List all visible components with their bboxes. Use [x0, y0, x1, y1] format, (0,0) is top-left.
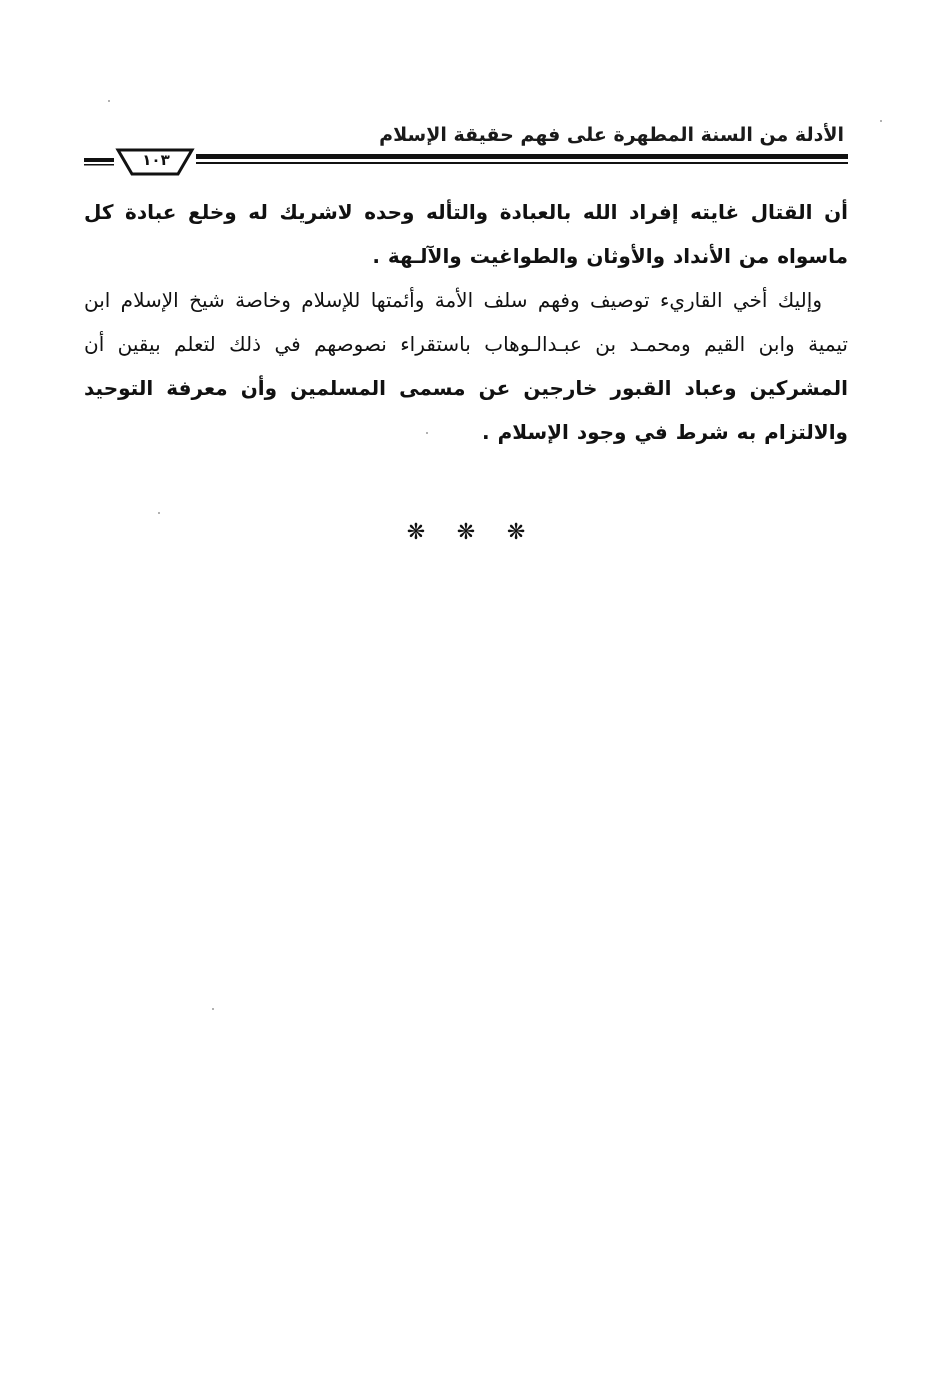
section-separator: ❋ ❋ ❋ [406, 520, 538, 545]
scan-speck [880, 120, 882, 122]
paragraph-2 [84, 278, 848, 454]
paragraph-2-regular: وإليك أخي القاريء توصيف وفهم سلف الأمة وأئمتها للإسلام وخاصة شيخ الإسلام ابن تيمية وابن القيم ومحمـد بن عبـدالـوهاب باستقراء نصوصهم في ذلك لتعلم بيقين أن [84, 288, 848, 356]
scan-speck [158, 512, 160, 514]
scan-speck [426, 432, 428, 434]
paragraph-2-bold: المشركين وعباد القبور خارجين عن مسمى المسلمين وأن معرفة التوحيد والالتزام به شرط في وجود الإسلام . [84, 376, 848, 444]
page-number: ١٠٣ [142, 151, 170, 169]
paragraph-1: أن القتال غايته إفراد الله بالعبادة والتأله وحده لاشريك له وخلع عبادة كل ماسواه من الأنداد والأوثان والطواغيت والآلـهة . [84, 200, 848, 268]
running-title: الأدلة من السنة المطهرة على فهم حقيقة الإسلام [379, 124, 844, 146]
scan-speck [108, 100, 110, 102]
scan-speck [212, 1008, 214, 1010]
header-rule [84, 140, 848, 180]
